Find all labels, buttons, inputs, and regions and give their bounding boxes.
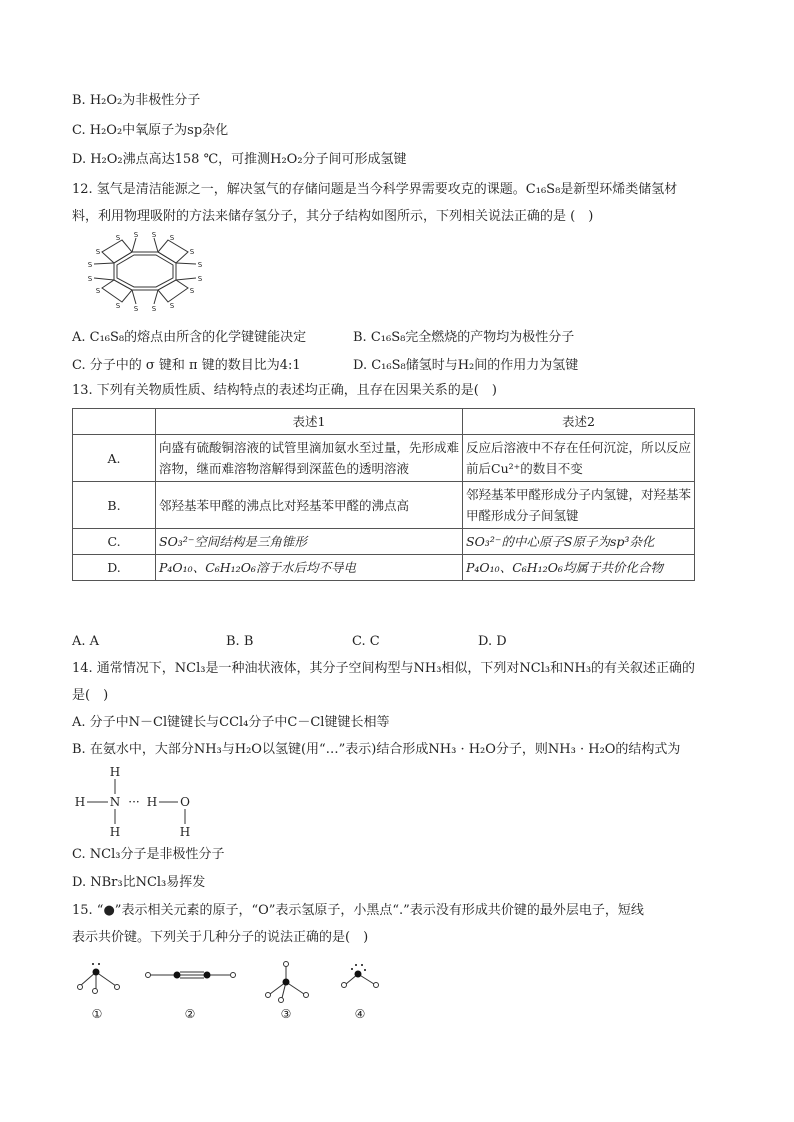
row-label: A. (73, 435, 156, 482)
q14-stem-line2: 是( ) (72, 688, 109, 703)
o-atom: O (180, 795, 190, 809)
nh3-h2o-structural-formula (70, 764, 200, 840)
q12-option-a: A. C₁₆S₈的熔点由所含的化学键键能决定 (72, 330, 307, 345)
table-row (73, 435, 695, 482)
statement-1: 邻羟基苯甲醛的沸点比对羟基苯甲醛的沸点高 (156, 482, 463, 529)
table-header-row (73, 409, 695, 435)
s-atom-label: S (151, 231, 157, 239)
h-atom: H (74, 795, 86, 809)
statement-2: P₄O₁₀、C₆H₁₂O₆均属于共价化合物 (463, 555, 695, 581)
table-row (73, 529, 695, 555)
h-atom: H (109, 765, 121, 779)
q12-option-d: D. C₁₆S₈储氢时与H₂间的作用力为氢键 (353, 358, 579, 373)
s-atom-label: S (115, 234, 121, 242)
statement-2: SO₃²⁻的中心原子S原子为sp³杂化 (463, 529, 695, 555)
molecule-label-1: ① (91, 1007, 103, 1021)
s-atom-label: S (197, 261, 203, 269)
q12-option-c: C. 分子中的 σ 键和 π 键的数目比为4:1 (72, 358, 301, 373)
s-atom-label: S (87, 261, 93, 269)
q13-statement-table (72, 408, 695, 581)
table-row (73, 555, 695, 581)
q14-option-c: C. NCl₃分子是非极性分子 (72, 847, 225, 862)
q12-stem-line2: 料，利用物理吸附的方法来储存氢分子，其分子结构如图所示，下列相关说法正确的是 ( ) (72, 209, 594, 224)
q14-option-d: D. NBr₃比NCl₃易挥发 (72, 875, 206, 890)
q15-stem-line2: 表示共价键。下列关于几种分子的说法正确的是( ) (72, 930, 369, 945)
s-atom-label: S (115, 302, 121, 310)
statement-2: 邻羟基苯甲醛形成分子内氢键，对羟基苯甲醛形成分子间氢键 (463, 482, 695, 529)
statement-1: P₄O₁₀、C₆H₁₂O₆溶于水后均不导电 (156, 555, 463, 581)
q11-option-c: C. H₂O₂中氧原子为sp杂化 (72, 123, 229, 138)
n-atom: N (109, 795, 121, 809)
s-atom-label: S (189, 248, 195, 256)
q15-stem-line1: 15. “●”表示相关元素的原子，“O”表示氢原子，小黑点“.”表示没有形成共价键的最外层电子，短线 (72, 903, 644, 918)
q15-molecule-models (70, 956, 390, 1024)
q14-option-a: A. 分子中N－Cl键键长与CCl₄分子中C－Cl键键长相等 (72, 715, 390, 730)
molecule-label-2: ② (184, 1007, 196, 1021)
table-header-cell (73, 409, 156, 435)
s-atom-label: S (95, 287, 101, 295)
q13-choice-c: C. C (352, 634, 380, 649)
row-label: D. (73, 555, 156, 581)
q13-choice-a: A. A (72, 634, 100, 649)
h-atom: H (146, 795, 158, 809)
q12-option-b: B. C₁₆S₈完全燃烧的产物均为极性分子 (353, 330, 575, 345)
q12-stem-line1: 12. 氢气是清洁能源之一，解决氢气的存储问题是当今科学界需要攻克的课题。C₁₆S₈是新型环烯类储氢材 (72, 182, 678, 197)
s-atom-label: S (189, 287, 195, 295)
statement-1: SO₃²⁻空间结构是三角锥形 (156, 529, 463, 555)
table-row (73, 482, 695, 529)
s-atom-label: S (133, 231, 139, 239)
s-atom-label: S (87, 275, 93, 283)
c16s8-structure-diagram (80, 230, 210, 312)
table-header-cell: 表述1 (156, 409, 463, 435)
q14-option-b: B. 在氨水中，大部分NH₃与H₂O以氢键(用“…”表示)结合形成NH₃ · H₂O分子，则NH₃ · H₂O的结构式为 (72, 742, 681, 757)
s-atom-label: S (169, 302, 175, 310)
q13-stem: 13. 下列有关物质性质、结构特点的表述均正确，且存在因果关系的是( ) (72, 383, 497, 398)
h-atom: H (179, 825, 191, 839)
statement-2: 反应后溶液中不存在任何沉淀，所以反应前后Cu²⁺的数目不变 (463, 435, 695, 482)
s-atom-label: S (151, 305, 157, 312)
statement-1: 向盛有硫酸铜溶液的试管里滴加氨水至过量，先形成难溶物，继而难溶物溶解得到深蓝色的透明溶液 (156, 435, 463, 482)
h-atom: H (109, 825, 121, 839)
molecule-label-3: ③ (280, 1007, 292, 1021)
hydrogen-bond-dots: ··· (128, 795, 140, 809)
molecule-label-4: ④ (354, 1007, 366, 1021)
row-label: C. (73, 529, 156, 555)
q13-choice-b: B. B (226, 634, 254, 649)
q11-option-d: D. H₂O₂沸点高达158 ℃，可推测H₂O₂分子间可形成氢键 (72, 152, 407, 167)
q13-choice-d: D. D (478, 634, 507, 649)
s-atom-label: S (197, 275, 203, 283)
table-header-cell: 表述2 (463, 409, 695, 435)
s-atom-label: S (169, 234, 175, 242)
s-atom-label: S (95, 248, 101, 256)
q11-option-b: B. H₂O₂为非极性分子 (72, 93, 201, 108)
q14-stem-line1: 14. 通常情况下，NCl₃是一种油状液体，其分子空间构型与NH₃相似，下列对NCl₃和NH₃的有关叙述正确的 (72, 661, 696, 676)
s-atom-label: S (133, 305, 139, 312)
row-label: B. (73, 482, 156, 529)
